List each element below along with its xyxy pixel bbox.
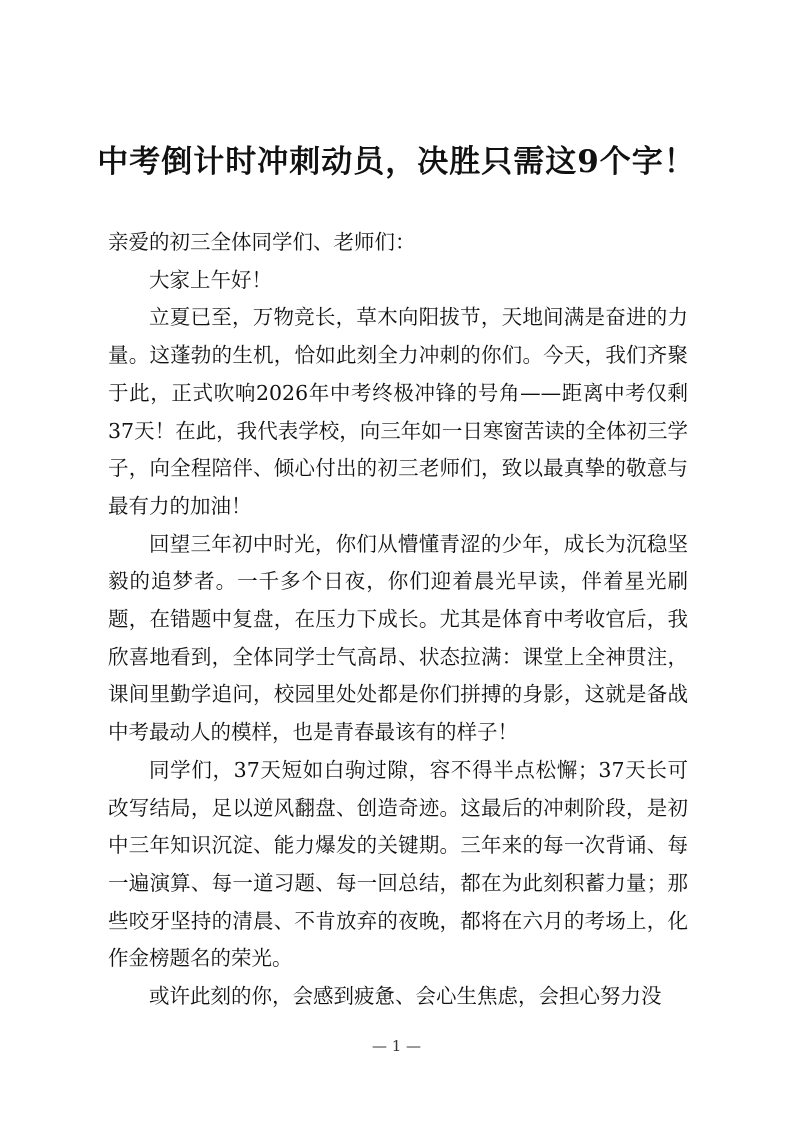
paragraph-3: 同学们，37天短如白驹过隙，容不得半点松懈；37天长可改写结局，足以逆风翻盘、创造奇迹。这最后的冲刺阶段，是初中三年知识沉淀、能力爆发的关键期。三年来的每一次背诵、每一遍演算、每一道习题、每一回总结，都在为此刻积蓄力量；那些咬牙坚持的清晨、不肯放弃的夜晚，都将在六月的考场上，化作金榜题名的荣光。	[108, 757, 688, 971]
page-number: — 1 —	[371, 1037, 422, 1055]
paragraph-4: 或许此刻的你，会感到疲惫、会心生焦虑，会担心努力没	[149, 984, 662, 1009]
paragraph-2: 回望三年初中时光，你们从懵懂青涩的少年，成长为沉稳坚毅的追梦者。一千多个日夜，你们迎着晨光早读，伴着星光刷题，在错题中复盘，在压力下成长。尤其是体育中考收官后，我欣喜地看到，全体同学士气高昂、状态拉满：课堂上全神贯注，课间里勤学追问，校园里处处都是你们拼搏的身影，这就是备战中考最动人的模样，也是青春最该有的样子！	[108, 531, 688, 745]
document-body	[108, 224, 688, 1016]
paragraph-1: 立夏已至，万物竞长，草木向阳拔节，天地间满是奋进的力量。这蓬勃的生机，恰如此刻全力冲刺的你们。今天，我们齐聚于此，正式吹响2026年中考终极冲锋的号角——距离中考仅剩37天！在此，我代表学校，向三年如一日寒窗苦读的全体初三学子，向全程陪伴、倾心付出的初三老师们，致以最真挚的敬意与最有力的加油！	[108, 305, 688, 518]
document-title: 中考倒计时冲刺动员，决胜只需这9个字！	[97, 144, 696, 180]
salutation: 亲爱的初三全体同学们、老师们：	[108, 230, 416, 254]
greeting: 大家上午好！	[149, 267, 272, 292]
